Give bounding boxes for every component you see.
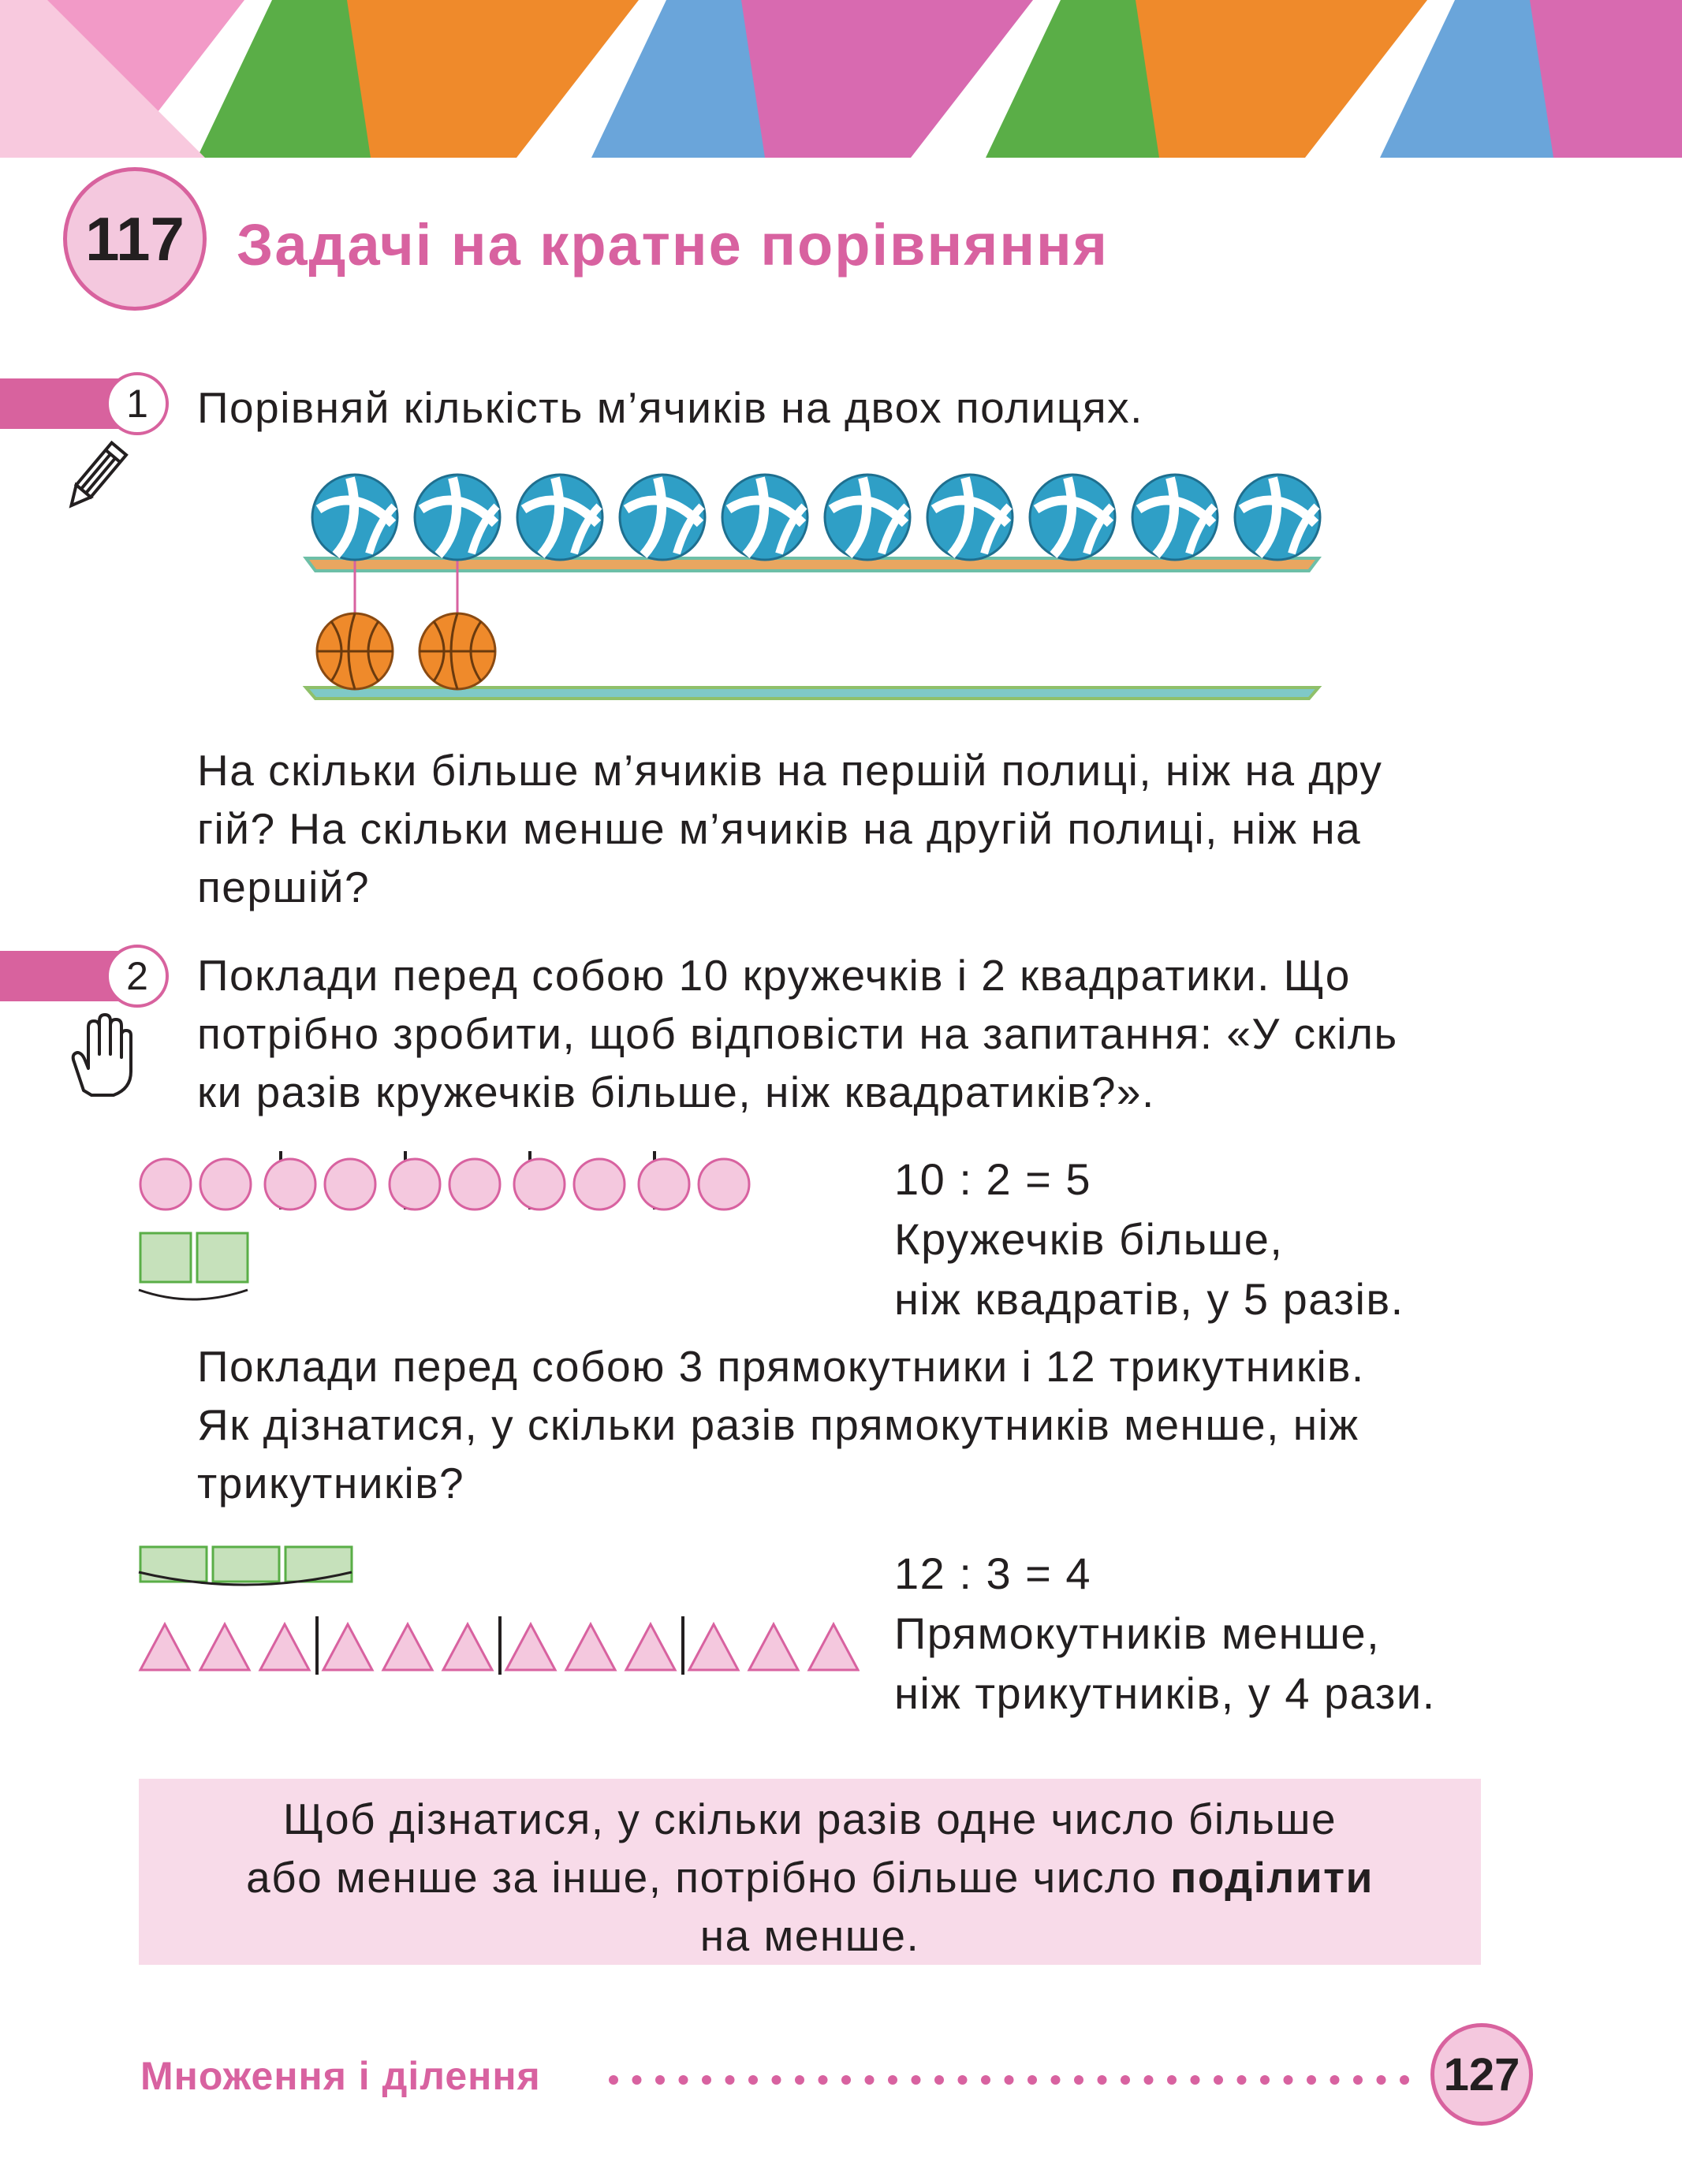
- answer-2-line: ніж трикутників, у 4 рази.: [894, 1668, 1436, 1718]
- pink-triangle: [689, 1624, 738, 1670]
- green-square: [197, 1233, 248, 1282]
- leader-dot: [981, 2075, 990, 2085]
- task-2-instruction: [197, 946, 1398, 1121]
- basketball: [317, 613, 393, 689]
- rectangles-triangles-diagram: [134, 1537, 860, 1695]
- leader-dot: [865, 2075, 875, 2085]
- volleyball: [517, 475, 602, 560]
- leader-dot: [702, 2075, 711, 2085]
- task-2-number: 2: [106, 945, 169, 1008]
- lesson-number: 117: [85, 203, 185, 274]
- page-number-badge: [1430, 2023, 1533, 2126]
- pink-circle: [639, 1159, 689, 1209]
- question-line: гій? На скільки менше м’ячиків на другій полиці, ніж на: [197, 804, 1362, 853]
- top-banner: [0, 0, 1682, 158]
- volleyball: [927, 475, 1013, 560]
- question-line: На скільки більше м’ячиків на першій полиці, ніж на дру: [197, 746, 1383, 795]
- pink-triangle: [200, 1624, 249, 1670]
- pink-triangle: [626, 1624, 675, 1670]
- ball-shelves: [300, 465, 1325, 710]
- hand-icon: [63, 1013, 134, 1100]
- lesson-number-badge: [63, 167, 207, 311]
- volleyball: [825, 475, 910, 560]
- answer-2-line: Прямокутників менше,: [894, 1608, 1381, 1658]
- leader-dot: [1005, 2075, 1014, 2085]
- pink-circle: [514, 1159, 565, 1209]
- pink-triangle: [323, 1624, 372, 1670]
- leader-dot: [1237, 2075, 1247, 2085]
- example-1-solution: [894, 1150, 1404, 1329]
- group-brace: [139, 1290, 248, 1299]
- leader-dot: [655, 2075, 665, 2085]
- instruction-line: Як дізнатися, у скільки разів прямокутників менше, ніж: [197, 1400, 1359, 1449]
- task-1-question: [197, 741, 1382, 916]
- leader-dot: [1214, 2075, 1223, 2085]
- leader-dot: [888, 2075, 897, 2085]
- leader-dot: [632, 2075, 642, 2085]
- leader-dot: [1027, 2075, 1037, 2085]
- leader-dot: [841, 2075, 851, 2085]
- rule-emphasis: поділити: [1170, 1853, 1374, 1902]
- leader-dot: [679, 2075, 688, 2085]
- rule-line-2: або менше за інше, потрібно більше число поділити: [246, 1853, 1374, 1902]
- instruction-line: Поклади перед собою 10 кружечків і 2 квадратики. Що: [197, 951, 1351, 1000]
- leader-dot: [1121, 2075, 1130, 2085]
- green-square: [140, 1233, 191, 1282]
- rule-line-1: Щоб дізнатися, у скільки разів одне число більше: [282, 1795, 1337, 1843]
- pink-triangle: [140, 1624, 189, 1670]
- volleyball: [722, 475, 807, 560]
- example-2-solution: [894, 1544, 1436, 1724]
- green-rectangle: [140, 1547, 207, 1582]
- green-rectangle: [285, 1547, 352, 1582]
- pink-circle: [325, 1159, 375, 1209]
- volleyball: [415, 475, 500, 560]
- question-line: першій?: [197, 863, 371, 911]
- pink-circle: [449, 1159, 500, 1209]
- task-1-instruction: Порівняй кількість м’ячиків на двох полицях.: [197, 383, 1143, 432]
- instruction-line: потрібно зробити, щоб відповісти на запитання: «У скіль: [197, 1009, 1398, 1058]
- pink-triangle: [383, 1624, 432, 1670]
- equation-2: 12 : 3 = 4: [894, 1549, 1092, 1598]
- leader-dot: [1051, 2075, 1061, 2085]
- leader-dot: [609, 2075, 618, 2085]
- footer-dot-leader: [607, 2064, 1427, 2096]
- task-2-instruction-2: [197, 1337, 1365, 1512]
- leader-dot: [1191, 2075, 1200, 2085]
- leader-dot: [1098, 2075, 1107, 2085]
- pink-circle: [200, 1159, 251, 1209]
- page-number: 127: [1443, 2048, 1520, 2100]
- leader-dot: [725, 2075, 735, 2085]
- leader-dot: [912, 2075, 921, 2085]
- pink-circle: [265, 1159, 315, 1209]
- leader-dot: [1307, 2075, 1316, 2085]
- task-1-marker-bar: [0, 378, 118, 429]
- leader-dot: [1074, 2075, 1083, 2085]
- task-1-number: 1: [106, 372, 169, 435]
- equation-1: 10 : 2 = 5: [894, 1154, 1092, 1204]
- pink-circle: [140, 1159, 191, 1209]
- rule-box: [139, 1779, 1481, 1965]
- leader-dot: [1330, 2075, 1340, 2085]
- lesson-title: Задачі на кратне порівняння: [237, 212, 1109, 278]
- rule-line-3: на менше.: [699, 1911, 920, 1960]
- volleyball: [1030, 475, 1115, 560]
- pink-triangle: [749, 1624, 798, 1670]
- leader-dot: [1377, 2075, 1386, 2085]
- green-rectangle: [213, 1547, 279, 1582]
- pink-circle: [574, 1159, 625, 1209]
- circles-squares-diagram: [134, 1151, 765, 1309]
- volleyball: [1235, 475, 1320, 560]
- leader-dot: [1144, 2075, 1154, 2085]
- answer-1-line: Кружечків більше,: [894, 1214, 1284, 1264]
- footer-section-title: Множення і ділення: [140, 2054, 541, 2098]
- leader-dot: [748, 2075, 758, 2085]
- leader-dot: [1284, 2075, 1293, 2085]
- leader-dot: [819, 2075, 828, 2085]
- leader-dot: [934, 2075, 944, 2085]
- leader-dot: [1260, 2075, 1270, 2085]
- basketball: [420, 613, 495, 689]
- pink-circle: [699, 1159, 749, 1209]
- pink-circle: [390, 1159, 440, 1209]
- pink-triangle: [260, 1624, 309, 1670]
- volleyball: [1132, 475, 1218, 560]
- answer-1-line: ніж квадратів, у 5 разів.: [894, 1274, 1404, 1324]
- pink-triangle: [566, 1624, 615, 1670]
- pink-triangle: [809, 1624, 858, 1670]
- leader-dot: [1400, 2075, 1409, 2085]
- leader-dot: [1353, 2075, 1363, 2085]
- pink-triangle: [506, 1624, 555, 1670]
- banner-triangle: [1530, 0, 1682, 158]
- instruction-line: трикутників?: [197, 1459, 465, 1508]
- volleyball: [312, 475, 397, 560]
- leader-dot: [772, 2075, 781, 2085]
- instruction-line: ки разів кружечків більше, ніж квадратиків?».: [197, 1068, 1155, 1116]
- leader-dot: [795, 2075, 804, 2085]
- volleyball: [620, 475, 705, 560]
- leader-dot: [958, 2075, 968, 2085]
- instruction-line: Поклади перед собою 3 прямокутники і 12 трикутників.: [197, 1342, 1365, 1391]
- leader-dot: [1167, 2075, 1177, 2085]
- pencil-icon: [55, 438, 134, 517]
- task-2-marker-bar: [0, 951, 118, 1001]
- pink-triangle: [443, 1624, 492, 1670]
